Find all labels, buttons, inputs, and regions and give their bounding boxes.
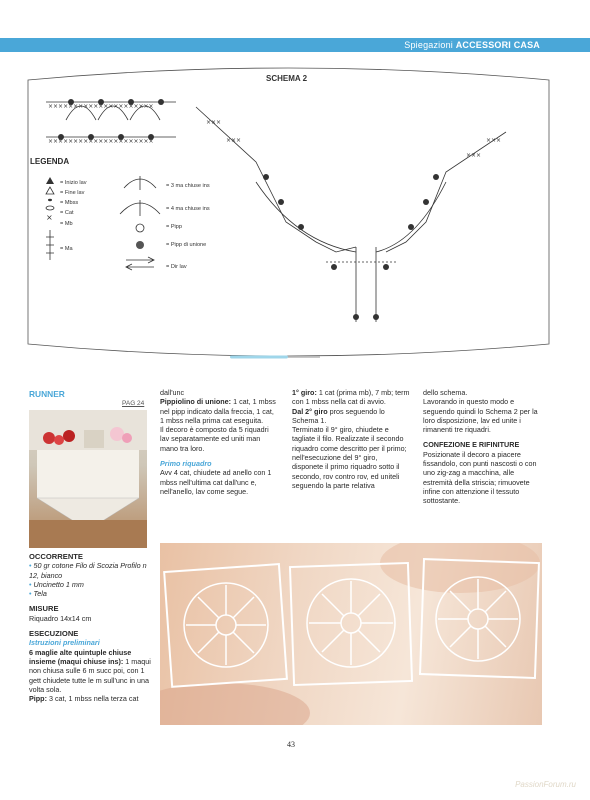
svg-text:×××××××××××××××××××××: ××××××××××××××××××××× xyxy=(48,103,154,110)
header-prefix: Spiegazioni xyxy=(404,40,453,50)
legend-direction: = Dir lav xyxy=(166,264,187,270)
legend-four-ma: = 4 ma chiuse ins xyxy=(166,206,210,212)
start-icon xyxy=(46,177,54,184)
occorrente-item-3: • Tela xyxy=(29,589,47,599)
legend-mb: = Mb xyxy=(60,221,73,227)
mb-icon: × xyxy=(46,213,53,222)
legend-three-ma: = 3 ma chiuse ins xyxy=(166,183,210,189)
column-2 xyxy=(160,388,278,496)
giro1-paragraph: 1° giro: 1 cat (prima mb), 7 mb; term con 1 mbss nella cat di avvio. xyxy=(292,388,410,407)
page-number: 43 xyxy=(287,740,295,749)
col2-p3: Il decoro è composto da 5 riquadri lav separatamente ed uniti man mano tra loro. xyxy=(160,425,269,453)
runner-photo xyxy=(29,410,147,548)
svg-text:×××: ××× xyxy=(226,137,242,144)
misure-title: MISURE xyxy=(29,604,59,614)
legend-end: = Fine lav xyxy=(60,190,85,196)
four-ma-icon xyxy=(120,200,160,216)
svg-text:×××: ××× xyxy=(206,119,222,126)
column-3 xyxy=(292,388,410,490)
legend-mbss: = Mbss xyxy=(60,200,79,206)
svg-text:×××: ××× xyxy=(486,137,502,144)
three-ma-icon xyxy=(124,176,156,190)
confezione-title: CONFEZIONE E RIFINITURE xyxy=(423,440,520,450)
legend-pipp: = Pipp xyxy=(166,224,183,230)
esecuzione-title: ESECUZIONE xyxy=(29,629,79,639)
pipp-paragraph: Pipp: 3 cat, 1 mbss nella terza cat xyxy=(29,694,139,704)
mbss-icon xyxy=(48,199,52,201)
crochet-hook-image xyxy=(230,354,322,360)
col2-p1: dall'unc xyxy=(160,388,185,397)
header-section: ACCESSORI CASA xyxy=(455,40,540,50)
giro2-paragraph: Dal 2° giro pros seguendo lo Schema 1. xyxy=(292,406,385,425)
page-reference: PAG 24 xyxy=(122,400,145,407)
ma-icon xyxy=(46,230,54,260)
runner-title: RUNNER xyxy=(29,389,65,399)
esecuzione-subtitle: Istruzioni preliminari xyxy=(29,638,100,648)
legend-symbols-right xyxy=(118,172,162,272)
materials-column xyxy=(29,552,153,703)
pipp-icon xyxy=(136,224,144,232)
section-header xyxy=(404,38,540,52)
legend-symbols-left xyxy=(44,175,56,265)
maglie-paragraph: 6 maglie alte quintuple chiuse insieme (maqui chiuse ins): 1 maqui non chiusa sulle 6 m succ poi, con 1 gett chiudete tutte le m sull'unc in una volta sola. xyxy=(29,647,151,694)
pipp-union-icon xyxy=(136,241,144,249)
pipp-unione-paragraph: Pippiolino di unione: 1 cat, 1 mbss nel pipp indicato dalla freccia, 1 cat, 1 mbss nella prima cat eseguita. xyxy=(160,397,276,425)
svg-text:×××××××××××××××××××××: ××××××××××××××××××××× xyxy=(48,138,154,145)
occorrente-item-1: • 50 gr cotone Filo di Scozia Profilo n 12, bianco xyxy=(29,561,147,580)
column-4 xyxy=(423,388,545,506)
legend-ma: = Ma xyxy=(60,246,73,252)
crochet-diagram xyxy=(26,62,551,364)
legend-pipp-union: = Pipp di unione xyxy=(166,242,207,248)
primo-riquadro-text: Avv 4 cat, chiudete ad anello con 1 mbss nell'ultima cat dall'unc e, nell'anello, lav come segue. xyxy=(160,468,272,496)
svg-text:×××: ××× xyxy=(466,152,482,159)
misure-text: Riquadro 14x14 cm xyxy=(29,613,92,623)
chain-icon xyxy=(46,206,54,210)
schema-title: SCHEMA 2 xyxy=(266,74,308,83)
col4-p1: dello schema. xyxy=(423,388,468,397)
end-icon xyxy=(46,187,54,194)
legend-cat: = Cat xyxy=(60,210,74,216)
direction-icon xyxy=(126,257,154,270)
chart-rings xyxy=(58,99,439,320)
col4-p2: Lavorando in questo modo e seguendo quindi lo Schema 2 per la loro disposizione, lav ed unite i rimanenti tre riquadri. xyxy=(423,397,538,435)
chart-stitches xyxy=(46,102,506,322)
watermark: PassionForum.ru xyxy=(515,780,576,789)
legend-start: = Inizio lav xyxy=(60,180,87,186)
crochet-detail-photo xyxy=(160,543,542,725)
primo-riquadro-title: Primo riquadro xyxy=(160,459,212,469)
occorrente-title: OCCORRENTE xyxy=(29,552,84,561)
col3-p3: Terminato il 9° giro, chiudete e tagliate il filo. Realizzate il secondo riquadro come descritto per il primo; nell'esecuzione del 9° giro, disponete il primo riquadro sotto il secondo, rov contro rov, ed uniteli seguendo la parte relativa xyxy=(292,425,407,490)
legend-title: LEGENDA xyxy=(30,157,70,166)
occorrente-item-2: • Uncinetto 1 mm xyxy=(29,579,84,589)
confezione-text: Posizionate il decoro a piacere fissandolo, con punti nascosti o con uno zig-zag a macchina, alle estremità della striscia; rimuovete infine con attenzione il tessuto sottostante. xyxy=(423,449,537,506)
chart-mb-marks xyxy=(48,103,501,159)
